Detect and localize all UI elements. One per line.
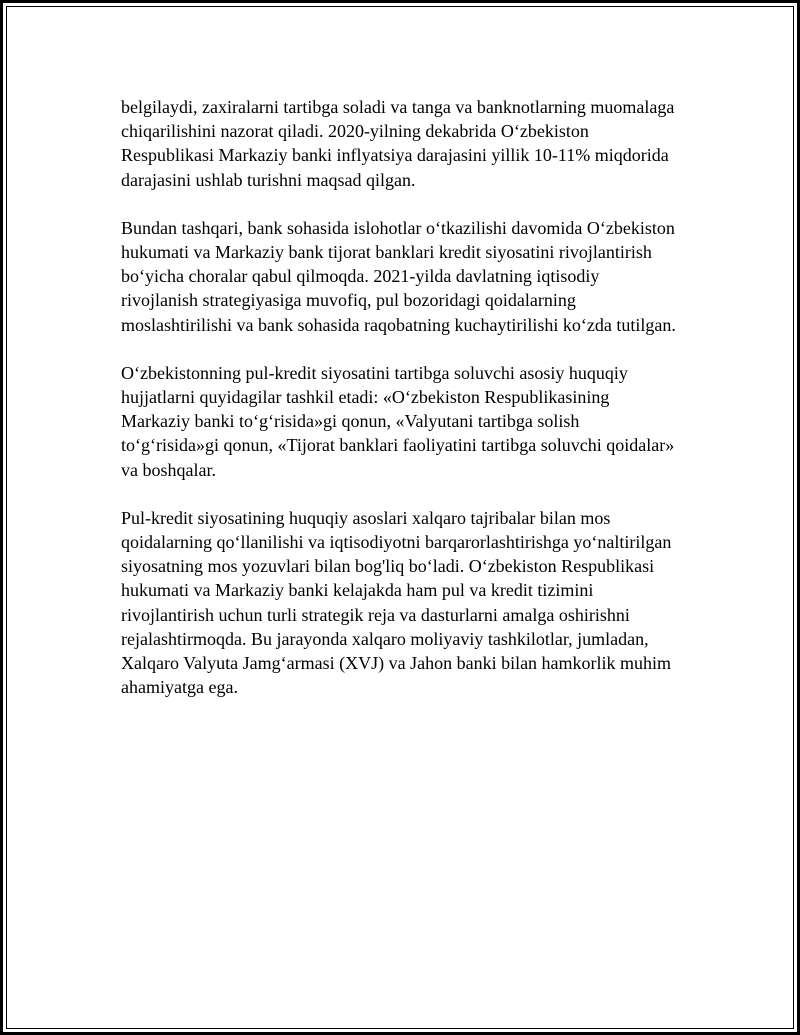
paragraph-3 [121, 361, 701, 482]
text-line: hukumati va Markaziy banki kelajakda ham pul va kredit tizimini [121, 580, 594, 601]
paragraph-4 [121, 506, 701, 700]
text-line: bo‘yicha choralar qabul qilmoqda. 2021-yilda davlatning iqtisodiy [121, 266, 600, 287]
text-line: hujjatlarni quyidagilar tashkil etadi: «O‘zbekiston Respublikasining [121, 387, 610, 408]
text-line: Bundan tashqari, bank sohasida islohotlar o‘tkazilishi davomida O‘zbekiston [121, 217, 675, 238]
text-line: darajasini ushlab turishni maqsad qilgan. [121, 169, 416, 190]
text-line: hukumati va Markaziy bank tijorat banklari kredit siyosatini rivojlantirish [121, 242, 652, 263]
paragraph-1 [121, 95, 701, 192]
text-line: qoidalarning qo‘llanilishi va iqtisodiyotni barqarorlashtirishga yo‘naltirilgan [121, 532, 672, 553]
text-line: to‘g‘risida»gi qonun, «Tijorat banklari faoliyatini tartibga soluvchi qoidalar» [121, 435, 675, 456]
text-line: belgilaydi, zaxiralarni tartibga soladi va tanga va banknotlarning muomalaga [121, 97, 675, 117]
text-line: chiqarilishini nazorat qiladi. 2020-yilning dekabrida O‘zbekiston [121, 121, 589, 142]
text-line: ahamiyatga ega. [121, 677, 238, 698]
text-line: rivojlanish strategiyasiga muvofiq, pul bozoridagi qoidalarning [121, 290, 576, 311]
text-line: rejalashtirmoqda. Bu jarayonda xalqaro moliyaviy tashkilotlar, jumladan, [121, 628, 649, 649]
paragraph-2 [121, 216, 701, 337]
text-line: Markaziy banki to‘g‘risida»gi qonun, «Valyutani tartibga solish [121, 411, 580, 432]
text-line: Respublikasi Markaziy banki inflyatsiya darajasini yillik 10-11% miqdorida [121, 145, 669, 166]
text-line: moslashtirilishi va bank sohasida raqobatning kuchaytirilishi ko‘zda tutilgan. [121, 314, 676, 335]
document-body [121, 95, 701, 723]
text-line: siyosatning mos yozuvlari bilan bog'liq bo‘ladi. O‘zbekiston Respublikasi [121, 556, 655, 577]
text-line: Xalqaro Valyuta Jamg‘armasi (XVJ) va Jahon banki bilan hamkorlik muhim [121, 653, 672, 674]
text-line: va boshqalar. [121, 459, 216, 480]
text-line: O‘zbekistonning pul-kredit siyosatini tartibga soluvchi asosiy huquqiy [121, 362, 628, 383]
text-line: Pul-kredit siyosatining huquqiy asoslari xalqaro tajribalar bilan mos [121, 507, 611, 528]
text-line: rivojlantirish uchun turli strategik reja va dasturlarni amalga oshirishni [121, 604, 630, 625]
